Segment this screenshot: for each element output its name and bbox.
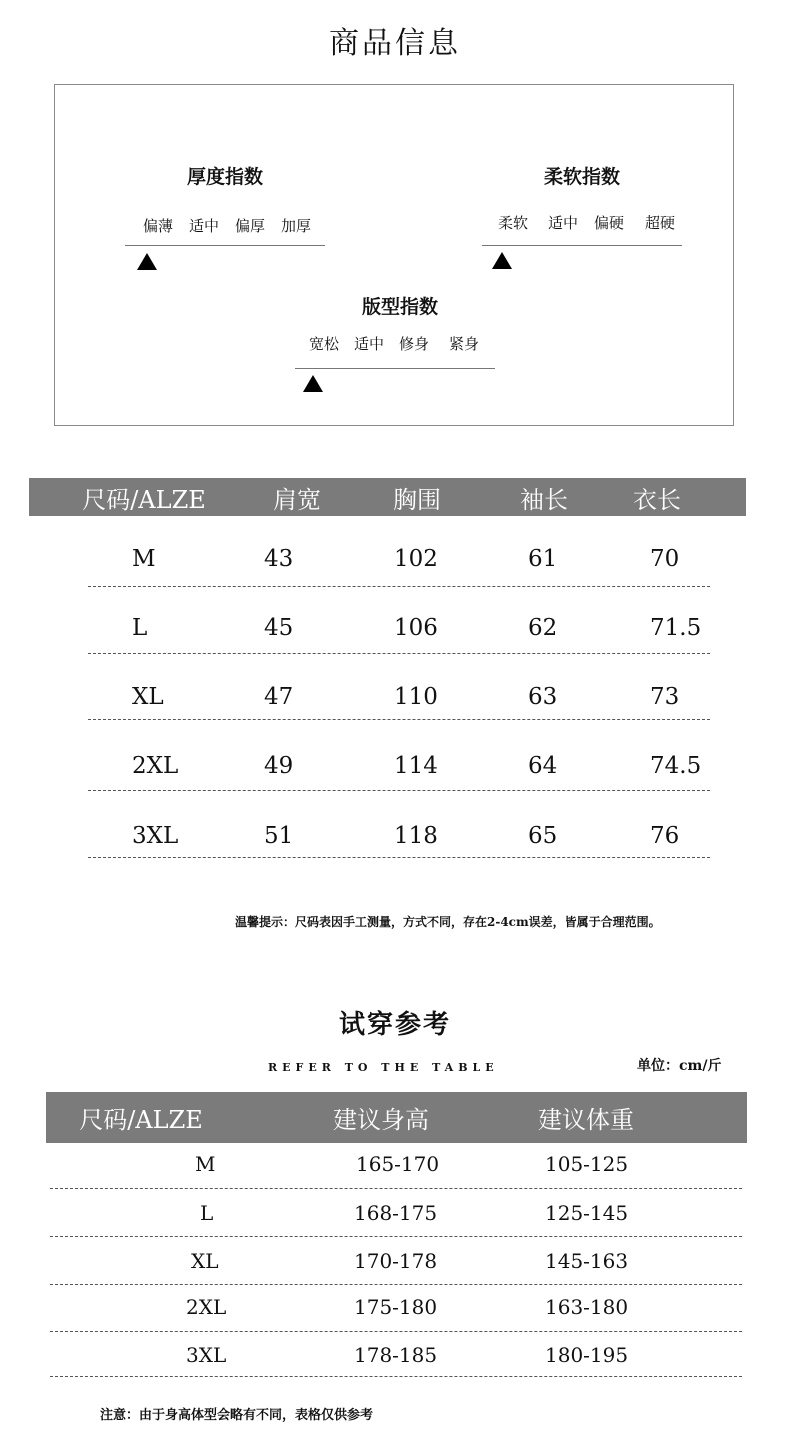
size-header-cell: 肩宽 <box>273 485 321 514</box>
size-cell: 2XL <box>186 1295 227 1319</box>
size-cell: XL <box>191 1249 219 1273</box>
sleeve-cell: 61 <box>528 546 558 572</box>
size-cell: L <box>132 615 148 641</box>
length-cell: 70 <box>650 546 680 572</box>
weight-cell: 125-145 <box>545 1201 629 1225</box>
fit-index-title: 版型指数 <box>361 296 438 318</box>
sleeve-cell: 64 <box>528 753 558 779</box>
thickness-scale-line <box>125 245 325 246</box>
table-row <box>0 546 790 576</box>
row-divider <box>88 857 710 858</box>
length-cell: 76 <box>650 823 680 849</box>
length-cell: 74.5 <box>650 753 702 779</box>
size-header-cell: 尺码/ALZE <box>82 485 206 514</box>
table-row <box>0 1201 790 1227</box>
table-row <box>0 1295 790 1321</box>
fit-marker-icon <box>303 375 323 392</box>
shoulder-cell: 45 <box>264 615 294 641</box>
size-cell: 3XL <box>186 1343 227 1367</box>
size-cell: M <box>195 1152 216 1176</box>
thickness-option: 偏薄 <box>143 217 174 235</box>
shoulder-cell: 49 <box>264 753 294 779</box>
table-row <box>0 1249 790 1275</box>
softness-option: 柔软 <box>498 214 529 232</box>
chest-cell: 118 <box>394 823 438 849</box>
table-row <box>0 615 790 645</box>
length-cell: 73 <box>650 684 680 710</box>
size-cell: L <box>200 1201 214 1225</box>
fit-reference-note: 注意：由于身高体型会略有不同，表格仅供参考 <box>100 1408 374 1423</box>
fit-option: 修身 <box>399 335 430 353</box>
sleeve-cell: 63 <box>528 684 558 710</box>
size-cell: 3XL <box>132 823 179 849</box>
height-cell: 165-170 <box>356 1152 440 1176</box>
chest-cell: 114 <box>394 753 438 779</box>
row-divider <box>50 1284 742 1285</box>
size-cell: 2XL <box>132 753 179 779</box>
thickness-marker-icon <box>137 253 157 270</box>
table-row <box>0 684 790 714</box>
measurement-tip: 温馨提示：尺码表因手工测量，方式不同，存在2-4cm误差，皆属于合理范围。 <box>235 915 661 929</box>
table-row <box>0 823 790 853</box>
thickness-option: 适中 <box>189 217 220 235</box>
softness-scale-line <box>482 245 682 246</box>
chest-cell: 102 <box>394 546 438 572</box>
row-divider <box>50 1236 742 1237</box>
size-cell: XL <box>132 684 164 710</box>
chest-cell: 106 <box>394 615 438 641</box>
table-row <box>0 1152 790 1178</box>
size-table-header <box>29 478 746 516</box>
size-cell: M <box>132 546 156 572</box>
row-divider <box>88 653 710 654</box>
softness-option: 适中 <box>548 214 579 232</box>
fit-table-header <box>46 1092 747 1143</box>
row-divider <box>50 1376 742 1377</box>
fit-option: 宽松 <box>309 335 340 353</box>
softness-marker-icon <box>492 252 512 269</box>
row-divider <box>88 586 710 587</box>
weight-cell: 163-180 <box>545 1295 629 1319</box>
length-cell: 71.5 <box>650 615 702 641</box>
height-cell: 178-185 <box>354 1343 438 1367</box>
shoulder-cell: 51 <box>264 823 294 849</box>
unit-label: 单位：cm/斤 <box>637 1058 722 1074</box>
height-cell: 170-178 <box>354 1249 438 1273</box>
shoulder-cell: 43 <box>264 546 294 572</box>
size-header-cell: 衣长 <box>633 485 681 514</box>
softness-index-title: 柔软指数 <box>543 166 620 188</box>
softness-option: 超硬 <box>645 214 676 232</box>
height-cell: 175-180 <box>354 1295 438 1319</box>
fit-option: 紧身 <box>449 335 480 353</box>
size-header-cell: 胸围 <box>393 485 441 514</box>
fit-header-cell: 尺码/ALZE <box>79 1106 203 1134</box>
table-row <box>0 1343 790 1369</box>
fit-header-cell: 建议身高 <box>333 1106 429 1134</box>
fit-header-cell: 建议体重 <box>538 1106 634 1134</box>
sleeve-cell: 62 <box>528 615 558 641</box>
fit-reference-subtitle: REFER TO THE TABLE <box>268 1061 499 1074</box>
chest-cell: 110 <box>394 684 438 710</box>
weight-cell: 180-195 <box>545 1343 629 1367</box>
weight-cell: 145-163 <box>545 1249 629 1273</box>
fit-reference-title: 试穿参考 <box>338 1010 451 1040</box>
page-title: 商品信息 <box>329 26 461 61</box>
shoulder-cell: 47 <box>264 684 294 710</box>
thickness-option: 偏厚 <box>235 217 266 235</box>
fit-option: 适中 <box>354 335 385 353</box>
fit-scale-line <box>295 368 495 369</box>
thickness-option: 加厚 <box>281 217 312 235</box>
softness-option: 偏硬 <box>594 214 625 232</box>
row-divider <box>50 1331 742 1332</box>
table-row <box>0 753 790 783</box>
thickness-index-title: 厚度指数 <box>186 166 263 188</box>
height-cell: 168-175 <box>354 1201 438 1225</box>
weight-cell: 105-125 <box>545 1152 629 1176</box>
row-divider <box>88 719 710 720</box>
row-divider <box>88 790 710 791</box>
size-header-cell: 袖长 <box>520 485 568 514</box>
row-divider <box>50 1188 742 1189</box>
sleeve-cell: 65 <box>528 823 558 849</box>
